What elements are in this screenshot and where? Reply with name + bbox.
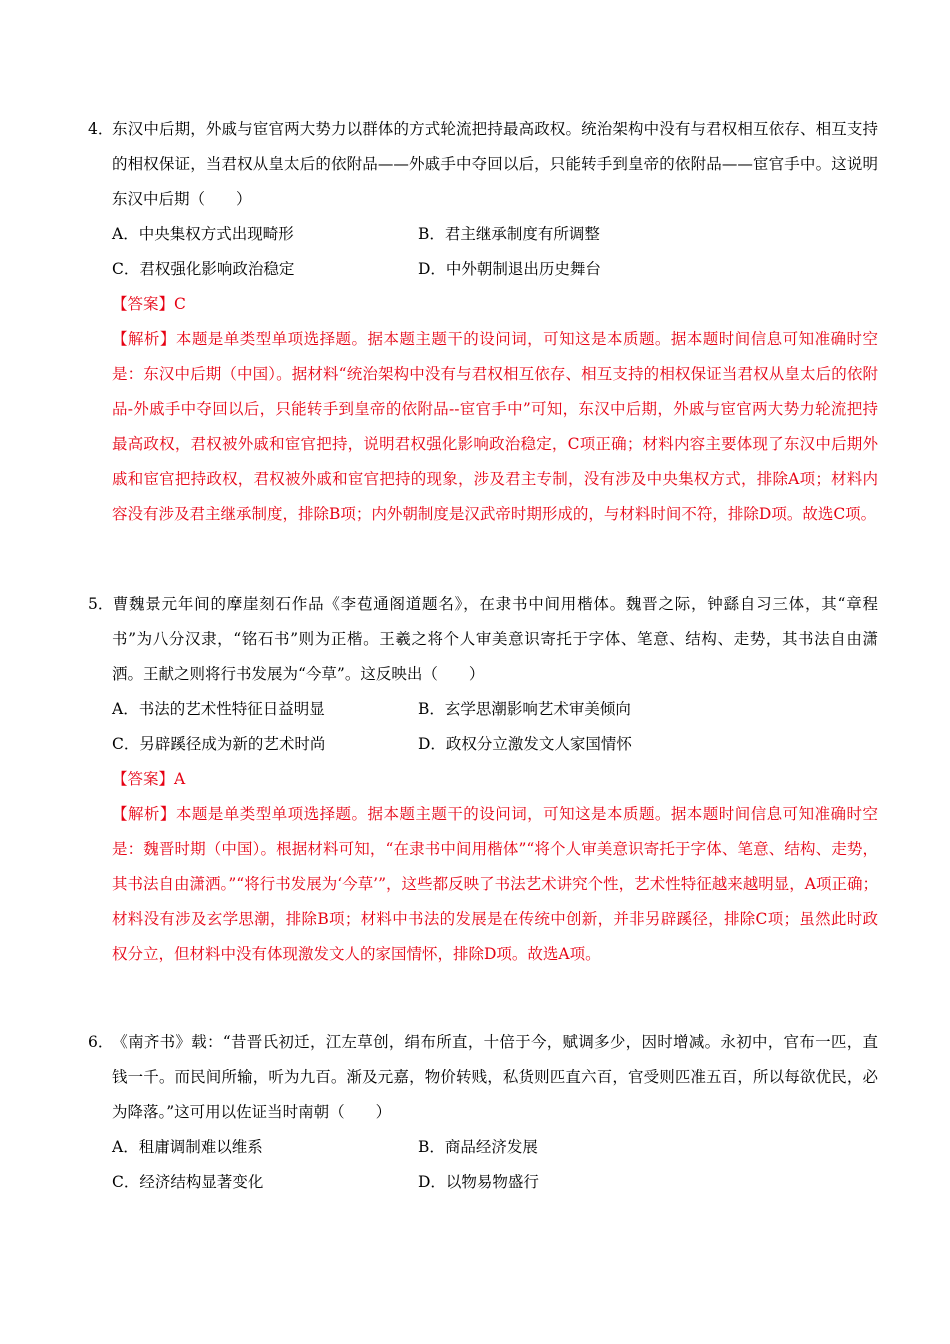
question-number: 4． — [88, 120, 114, 138]
answer: 【答案】A — [112, 770, 186, 788]
options-row — [112, 252, 878, 287]
option-a: A．租庸调制难以维系 — [112, 1138, 263, 1156]
question-text: 《南齐书》载：“昔晋氏初迁，江左草创，绢布所直，十倍于今，赋调多少，因时增减。永初中，官布一匹，直钱一千。而民间所输，听为九百。渐及元嘉，物价转贱，私货则匹直六百，官受则匹准五百，所以每欲优民，必为降落。”这可用以佐证当时南朝（ ） — [112, 1033, 878, 1121]
options-row — [112, 217, 878, 252]
option-c: C．另辟蹊径成为新的艺术时尚 — [112, 735, 326, 753]
analysis: 【解析】本题是单类型单项选择题。据本题主题干的设问词，可知这是本质题。据本题时间信息可知准确时空是：魏晋时期（中国）。根据材料可知，“在隶书中间用楷体”“将个人审美意识寄托于字体、笔意、结构、走势，其书法自由潇洒。”“将行书发展为‘今草’”，这些都反映了书法艺术讲究个性，艺术性特征越来越明显，A项正确；材料没有涉及玄学思潮，排除B项；材料中书法的发展是在传统中创新，并非另辟蹊径，排除C项；虽然此时政权分立，但材料中没有体现激发文人的家国情怀，排除D项。故选A项。 — [112, 805, 878, 963]
analysis: 【解析】本题是单类型单项选择题。据本题主题干的设问词，可知这是本质题。据本题时间信息可知准确时空是：东汉中后期（中国）。据材料“统治架构中没有与君权相互依存、相互支持的相权保证当君权从皇太后的依附品-外戚手中夺回以后，只能转手到皇帝的依附品--宦官手中”可知，东汉中后期，外戚与宦官两大势力轮流把持最高政权，君权被外戚和宦官把持，说明君权强化影响政治稳定，C项正确；材料内容主要体现了东汉中后期外戚和宦官把持政权，君权被外戚和宦官把持的现象，涉及君主专制，没有涉及中央集权方式，排除A项；材料内容没有涉及君主继承制度，排除B项；内外朝制度是汉武帝时期形成的，与材料时间不符，排除D项。故选C项。 — [112, 330, 878, 523]
options-row — [112, 1165, 878, 1200]
question-6 — [88, 1025, 878, 1200]
option-d: D．以物易物盛行 — [418, 1173, 539, 1191]
option-d: D．政权分立激发文人家国情怀 — [418, 735, 632, 753]
options-row — [112, 692, 878, 727]
question-4 — [88, 112, 878, 532]
option-a: A．中央集权方式出现畸形 — [112, 225, 294, 243]
question-5 — [88, 587, 878, 972]
option-b: B．商品经济发展 — [418, 1138, 538, 1156]
option-c: C．君权强化影响政治稳定 — [112, 260, 295, 278]
question-text: 曹魏景元年间的摩崖刻石作品《李苞通阁道题名》，在隶书中间用楷体。魏晋之际，钟繇自习三体，其“章程书”为八分汉隶，“铭石书”则为正楷。王羲之将个人审美意识寄托于字体、笔意、结构、走势，其书法自由潇洒。王献之则将行书发展为“今草”。这反映出（ ） — [112, 595, 878, 683]
option-b: B．君主继承制度有所调整 — [418, 225, 600, 243]
option-d: D．中外朝制退出历史舞台 — [418, 260, 601, 278]
option-b: B．玄学思潮影响艺术审美倾向 — [418, 700, 631, 718]
question-stem — [88, 1025, 878, 1130]
options-row — [112, 1130, 878, 1165]
question-stem — [88, 112, 878, 217]
question-stem — [88, 587, 878, 692]
options — [88, 217, 878, 287]
option-a: A．书法的艺术性特征日益明显 — [112, 700, 325, 718]
options — [88, 692, 878, 762]
question-number: 5． — [88, 595, 114, 613]
options-row — [112, 727, 878, 762]
options — [88, 1130, 878, 1200]
question-text: 东汉中后期，外戚与宦官两大势力以群体的方式轮流把持最高政权。统治架构中没有与君权相互依存、相互支持的相权保证，当君权从皇太后的依附品——外戚手中夺回以后，只能转手到皇帝的依附品——宦官手中。这说明东汉中后期（ ） — [112, 120, 878, 208]
answer: 【答案】C — [112, 295, 186, 313]
option-c: C．经济结构显著变化 — [112, 1173, 264, 1191]
question-number: 6． — [88, 1033, 114, 1051]
